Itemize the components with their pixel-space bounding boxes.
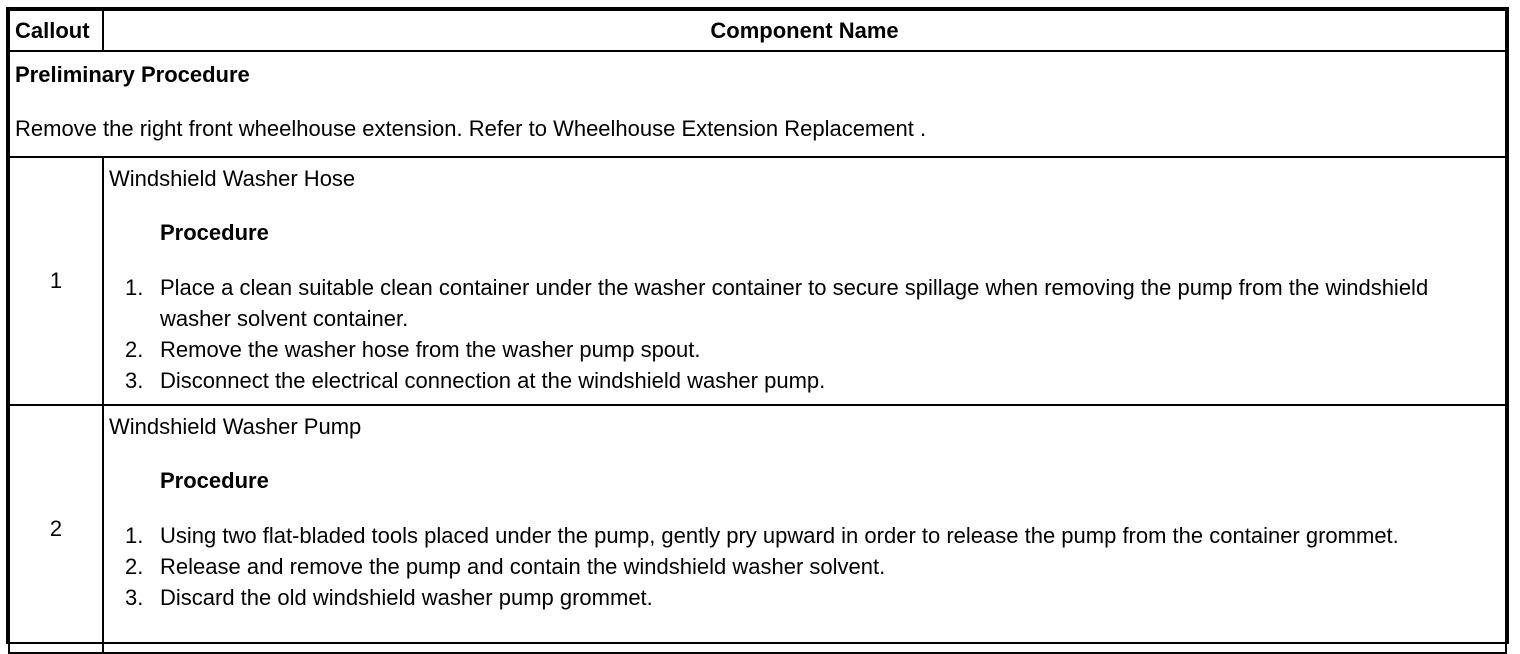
- preliminary-procedure-title: Preliminary Procedure: [15, 62, 250, 87]
- procedure-step: [109, 582, 1505, 613]
- procedure-label: Procedure: [160, 468, 269, 493]
- preliminary-procedure-text: Remove the right front wheelhouse extension. Refer to Wheelhouse Extension Replacement .: [15, 116, 927, 141]
- preliminary-procedure-row: [9, 51, 1506, 157]
- procedure-steps: [109, 520, 1505, 613]
- procedure-step: [109, 551, 1505, 582]
- callout-number: 1: [9, 157, 103, 405]
- step-text: Remove the washer hose from the washer pump spout.: [160, 337, 701, 362]
- component-cell: [103, 405, 1506, 653]
- step-number: 3.: [125, 368, 144, 393]
- preliminary-procedure-cell: [9, 51, 1506, 157]
- table-row: [9, 157, 1506, 405]
- component-name: Windshield Washer Hose: [109, 166, 356, 191]
- procedure-table: [8, 9, 1507, 654]
- procedure-table-frame: [6, 7, 1509, 644]
- step-text: Discard the old windshield washer pump grommet.: [160, 585, 653, 610]
- procedure-step: [109, 365, 1505, 396]
- component-name: Windshield Washer Pump: [109, 414, 362, 439]
- callout-number: 2: [9, 405, 103, 653]
- step-text: Using two flat-bladed tools placed under the pump, gently pry upward in order to release the pump from the container grommet.: [160, 523, 1399, 548]
- table-row: [9, 405, 1506, 653]
- step-number: 1.: [125, 523, 144, 548]
- component-name-column-header: Component Name: [103, 10, 1506, 51]
- procedure-step: [109, 272, 1505, 334]
- step-text: Disconnect the electrical connection at the windshield washer pump.: [160, 368, 826, 393]
- step-number: 3.: [125, 585, 144, 610]
- procedure-step: [109, 520, 1505, 551]
- procedure-steps: [109, 272, 1505, 396]
- component-cell: [103, 157, 1506, 405]
- step-text: Place a clean suitable clean container under the washer container to secure spillage when removing the pump from the windshield washer solvent container.: [160, 275, 1429, 331]
- step-text: Release and remove the pump and contain the windshield washer solvent.: [160, 554, 886, 579]
- step-number: 1.: [125, 275, 144, 300]
- step-number: 2.: [125, 337, 144, 362]
- procedure-step: [109, 334, 1505, 365]
- callout-column-header: Callout: [9, 10, 103, 51]
- table-header-row: [9, 10, 1506, 51]
- procedure-label: Procedure: [160, 220, 269, 245]
- step-number: 2.: [125, 554, 144, 579]
